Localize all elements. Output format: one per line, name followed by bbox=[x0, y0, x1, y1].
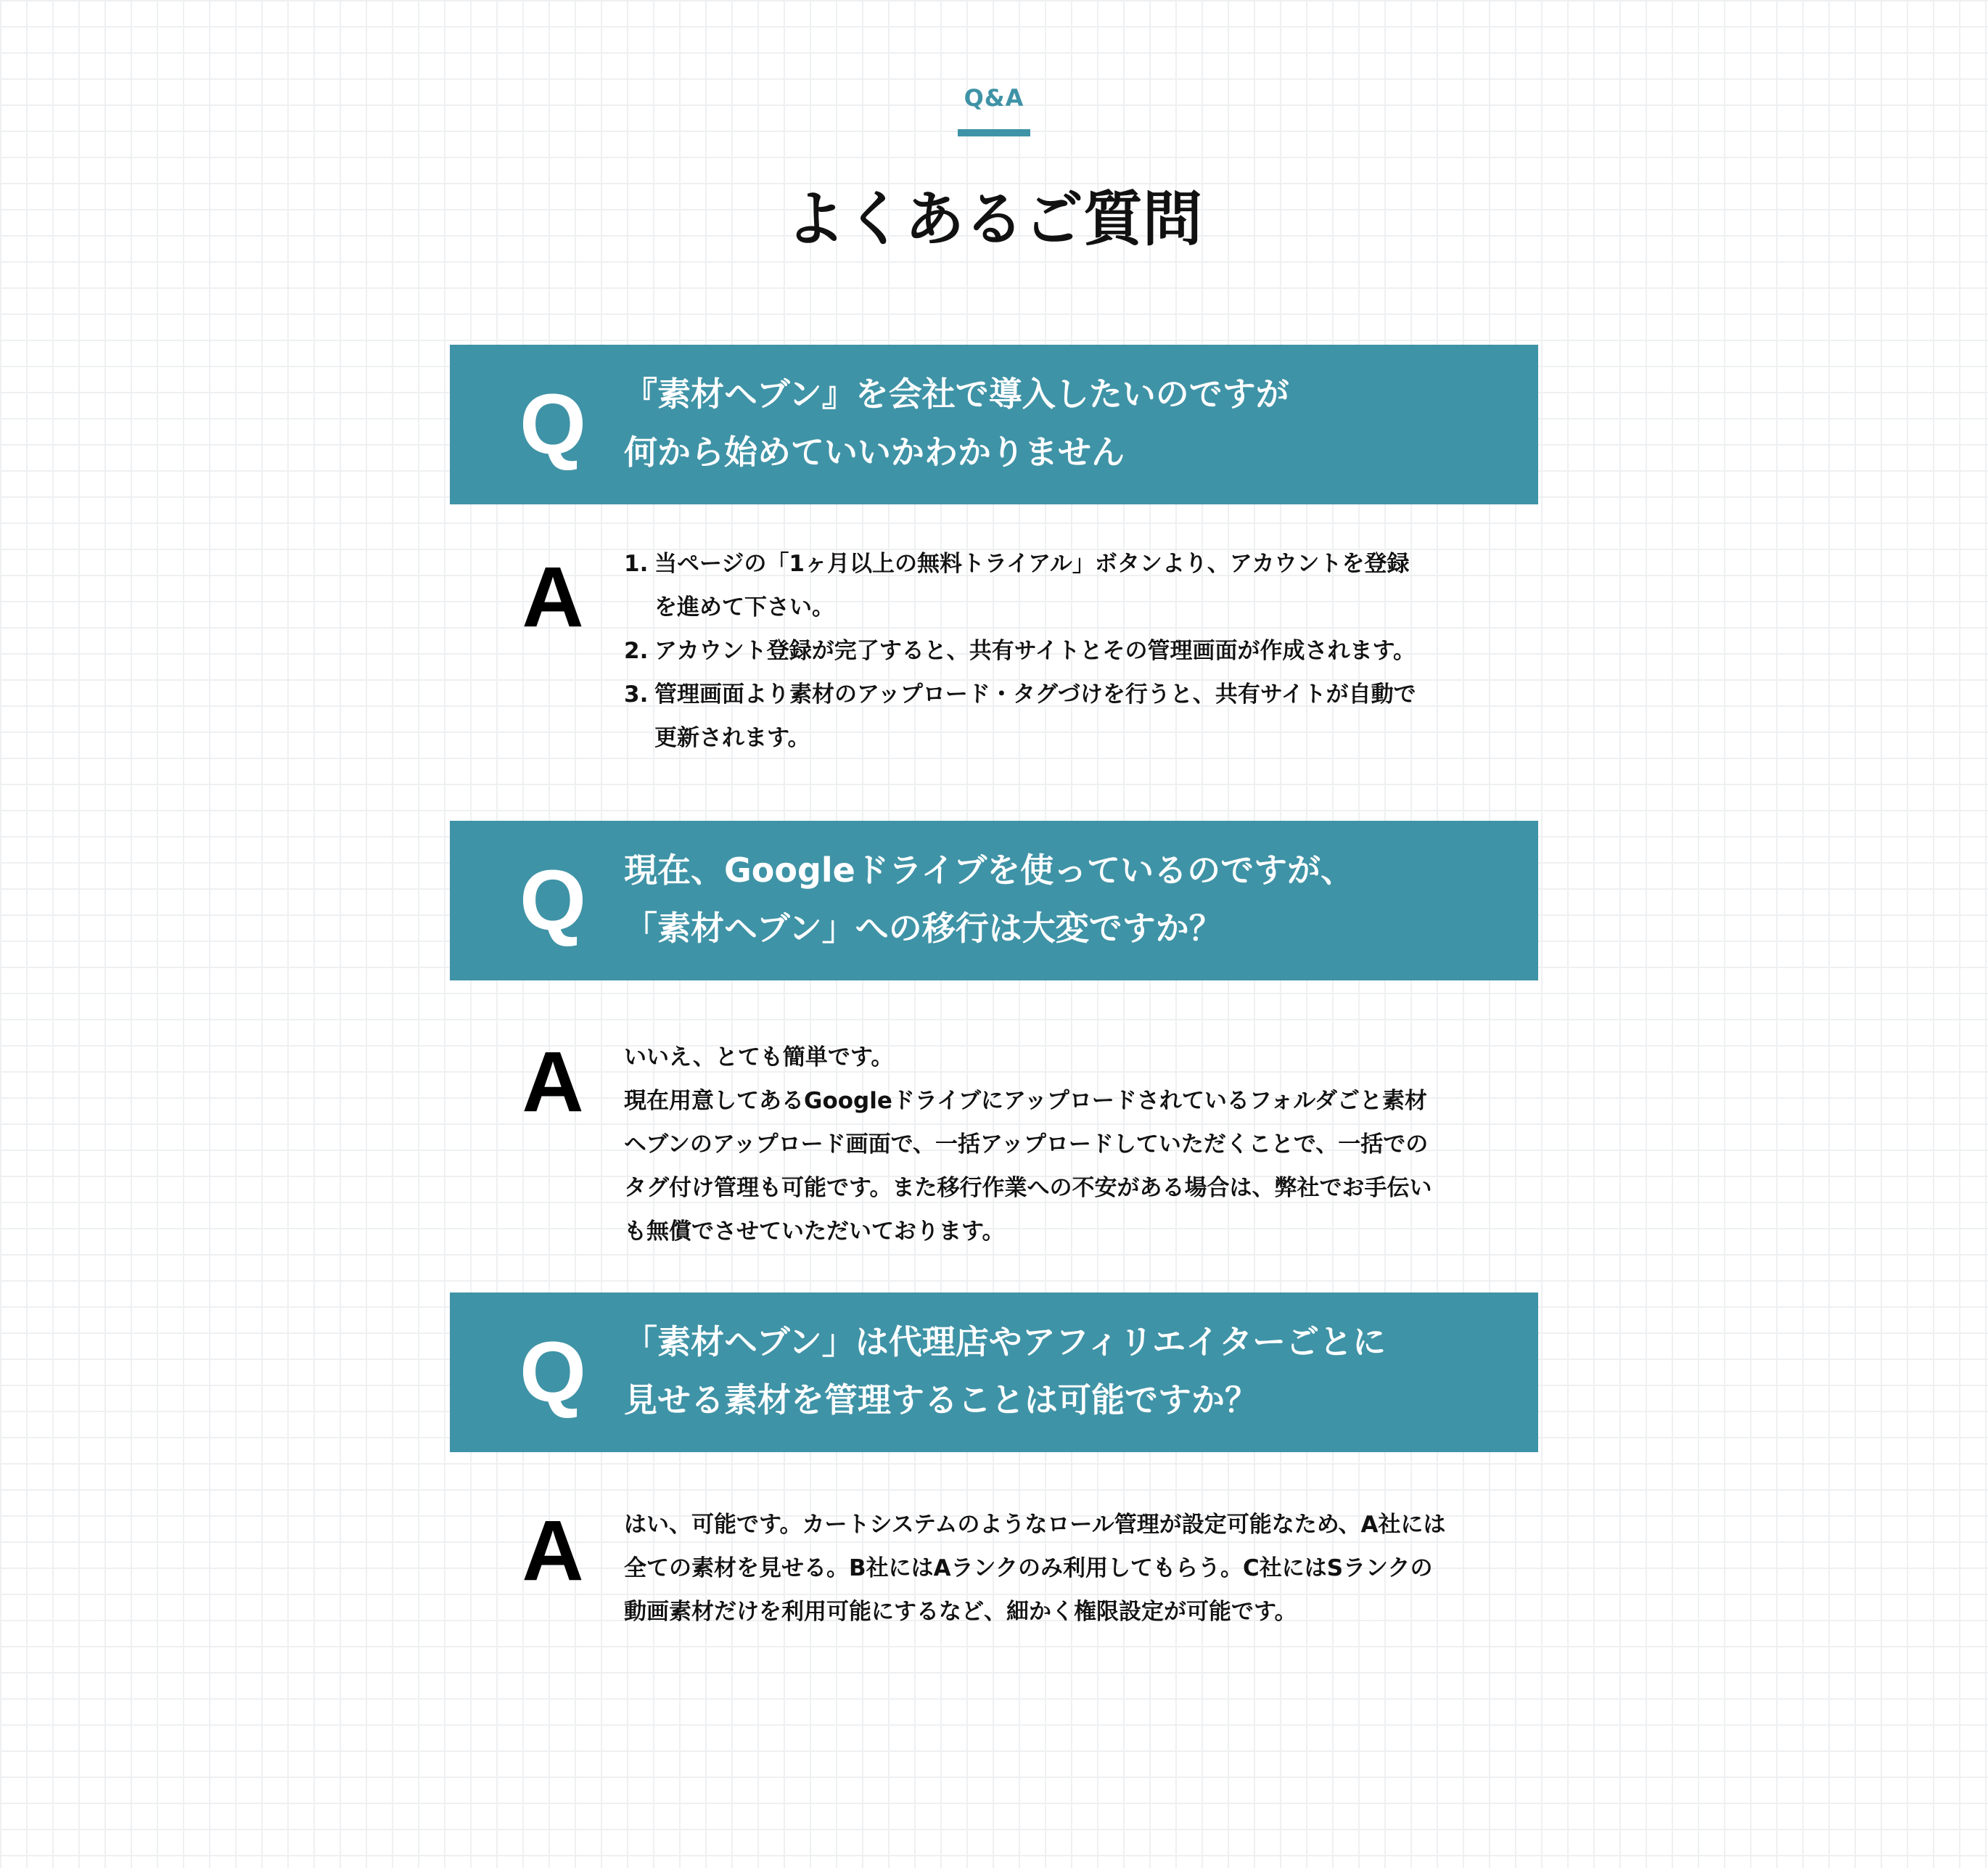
question-box-3 bbox=[450, 1293, 1538, 1452]
step-number: 1. bbox=[624, 551, 649, 577]
answer-step bbox=[624, 673, 1516, 760]
step-number: 3. bbox=[624, 681, 649, 708]
answer-row-2 bbox=[450, 980, 1538, 1293]
answer-line: いいえ、とても簡単です。 bbox=[624, 1044, 894, 1070]
eyebrow-underline bbox=[958, 129, 1030, 136]
step-line: アカウント登録が完了すると、共有サイトとその管理画面が作成されます。 bbox=[654, 638, 1416, 664]
question-box-1 bbox=[450, 345, 1538, 504]
answer-row-3 bbox=[450, 1452, 1538, 1692]
question-line: 何から始めていいかわかりません bbox=[624, 433, 1125, 472]
question-line: 「素材ヘブン」への移行は大変ですか？ bbox=[624, 909, 1223, 948]
step-line: 当ページの「1ヶ月以上の無料トライアル」ボタンより、アカウントを登録 bbox=[654, 551, 1410, 577]
step-line: を進めて下さい。 bbox=[654, 594, 834, 620]
answer-steps bbox=[624, 542, 1516, 760]
question-mark: Q bbox=[519, 853, 586, 949]
question-line: 現在、Googleドライブを使っているのですが、 bbox=[624, 851, 1355, 890]
answer-line: も無償でさせていただいております。 bbox=[624, 1218, 1005, 1245]
answer-line: はい、可能です。カートシステムのようなロール管理が設定可能なため、A社には bbox=[624, 1512, 1446, 1538]
answer-line: ヘブンのアップロード画面で、一括アップロードしていただくことで、一括での bbox=[624, 1131, 1429, 1158]
answer-mark: A bbox=[522, 549, 584, 645]
answer-mark: A bbox=[522, 1034, 584, 1130]
question-line: 『素材ヘブン』を会社で導入したいのですが bbox=[624, 374, 1289, 414]
answer-line: 現在用意してあるGoogleドライブにアップロードされているフォルダごと素材 bbox=[624, 1088, 1428, 1114]
answer-text bbox=[624, 1036, 1516, 1253]
question-mark: Q bbox=[519, 1324, 586, 1420]
step-line: 更新されます。 bbox=[654, 725, 810, 751]
question-line: 見せる素材を管理することは可能ですか？ bbox=[624, 1380, 1258, 1420]
question-text bbox=[624, 841, 1516, 957]
answer-text bbox=[624, 542, 1516, 760]
step-line: 管理画面より素材のアップロード・タグづけを行うと、共有サイトが自動で bbox=[654, 681, 1416, 708]
question-text bbox=[624, 1313, 1516, 1429]
question-mark: Q bbox=[519, 377, 586, 472]
step-number: 2. bbox=[624, 638, 649, 664]
faq-list bbox=[450, 345, 1538, 1692]
section-eyebrow: Q&A bbox=[964, 84, 1024, 112]
question-box-2 bbox=[450, 821, 1538, 980]
answer-step bbox=[624, 629, 1516, 673]
answer-line: 全ての素材を見せる。B社にはAランクのみ利用してもらう。C社にはSランクの bbox=[624, 1555, 1433, 1581]
page-title: よくあるご質問 bbox=[785, 185, 1202, 254]
answer-mark: A bbox=[522, 1503, 584, 1599]
answer-text bbox=[624, 1503, 1516, 1634]
question-line: 「素材ヘブン」は代理店やアフィリエイターごとに bbox=[624, 1322, 1387, 1361]
answer-step bbox=[624, 542, 1516, 629]
answer-line: タグ付け管理も可能です。また移行作業への不安がある場合は、弊社でお手伝い bbox=[624, 1175, 1432, 1201]
answer-row-1 bbox=[450, 504, 1538, 821]
answer-line: 動画素材だけを利用可能にするなど、細かく権限設定が可能です。 bbox=[624, 1599, 1297, 1625]
question-text bbox=[624, 365, 1516, 481]
